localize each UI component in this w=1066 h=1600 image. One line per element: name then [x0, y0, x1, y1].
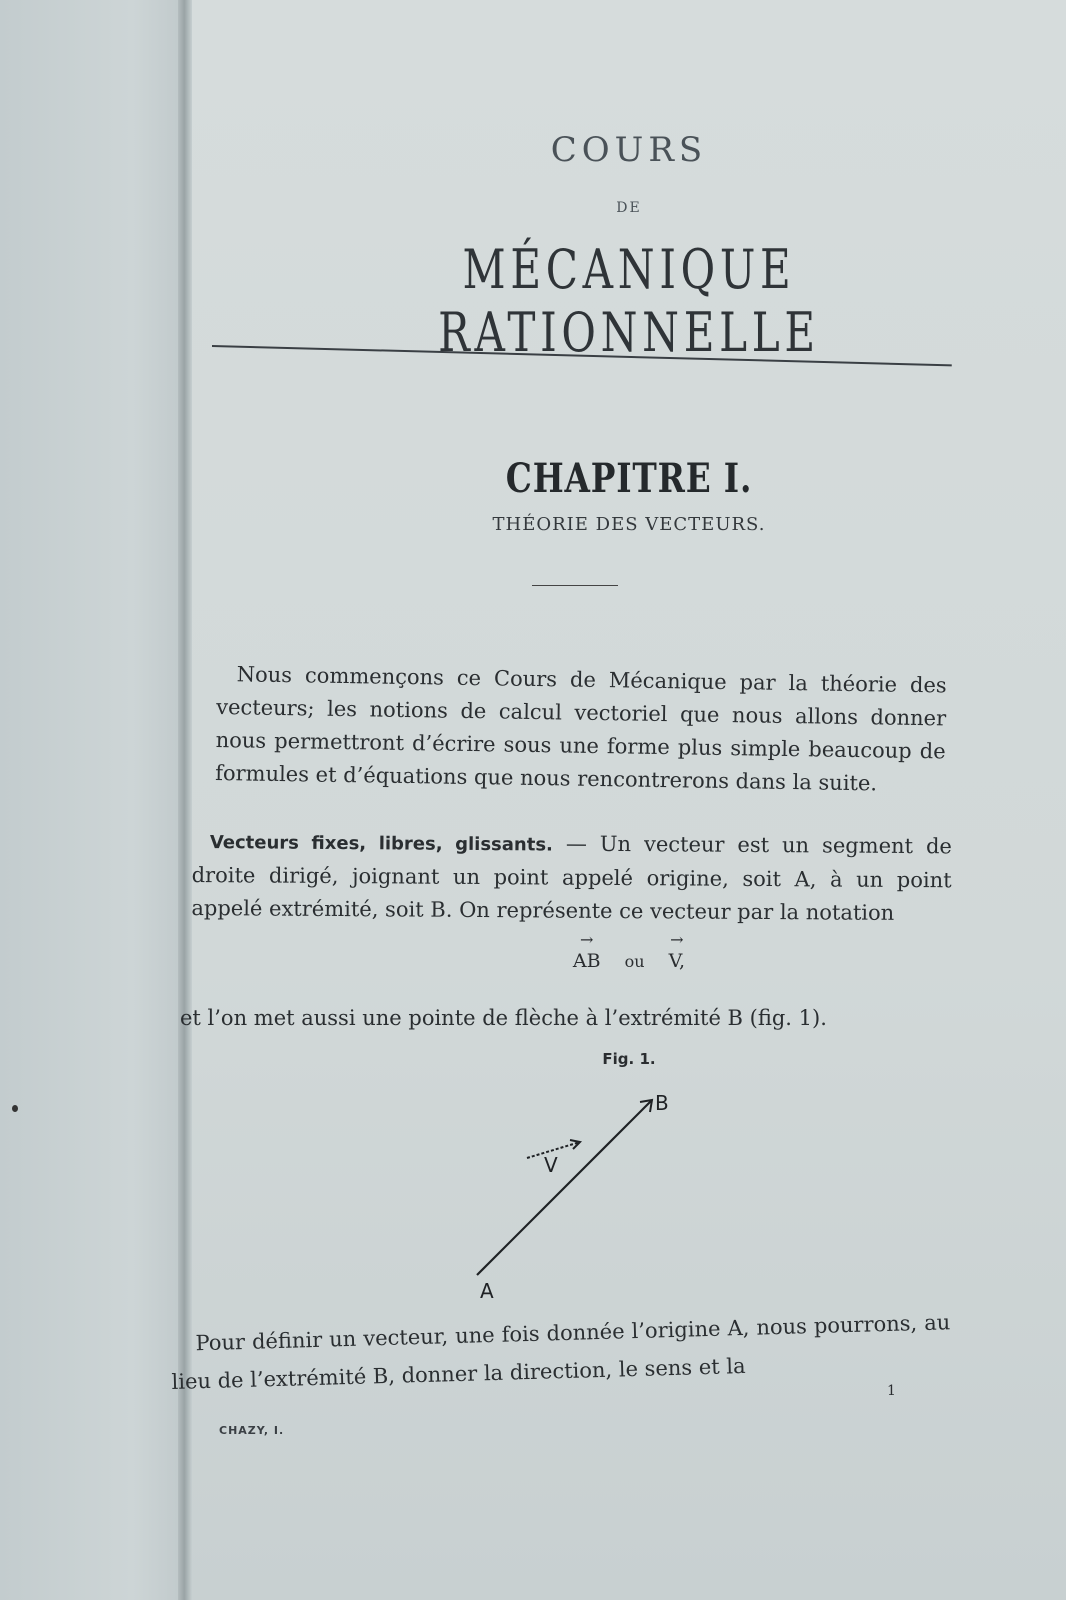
chapter-title: CHAPITRE I.: [505, 455, 753, 502]
right-page: [171, 0, 1066, 1600]
chapter-rule: [532, 585, 618, 586]
page-number: 1: [887, 1383, 896, 1399]
label-b: B: [655, 1091, 669, 1115]
vector-v: → V,: [669, 950, 685, 972]
intro-paragraph: Nous commençons ce Cours de Mécanique par la théorie des vecteurs; les notions de calcul vectoriel que nous allons donner nous permettront d’écrire sous une forme plus simple beaucoup de formules et d’équations que nous rencontrerons dans la suite.: [215, 662, 947, 796]
chapter-subtitle: THÉORIE DES VECTEURS.: [492, 514, 766, 535]
ink-dot: [12, 1105, 18, 1112]
formula-ou: ou: [624, 952, 645, 971]
vector-segment: [477, 1100, 652, 1275]
title-de: DE: [616, 200, 642, 216]
section-text: — Un vecteur est un segment de droite dirigé, joignant un point appelé origine, soit A, à un point appelé extrémité, soit B. On représente ce vecteur par la notation: [191, 831, 952, 925]
label-a: A: [480, 1279, 494, 1303]
section-paragraph: [191, 825, 952, 930]
vector-ab: → AB: [573, 950, 601, 972]
after-formula-paragraph: et l’on met aussi une pointe de flèche à l’extrémité B (fig. 1).: [180, 1006, 827, 1030]
vector-figure: [442, 1080, 702, 1310]
main-title: MÉCANIQUE RATIONNELLE: [438, 238, 820, 364]
last-paragraph: Pour définir un vecteur, une fois donnée l’origine A, nous pourrons, au lieu de l’extrémité B, donner la direction, le sens et la: [171, 1310, 951, 1394]
label-v: V: [544, 1153, 558, 1177]
signature-footer: CHAZY, I.: [219, 1424, 285, 1437]
figure-caption: Fig. 1.: [602, 1050, 656, 1068]
title-cours: COURS: [550, 130, 708, 170]
left-page: [0, 0, 190, 1600]
section-lead: Vecteurs fixes, libres, glissants.: [209, 832, 553, 856]
vector-notation: [192, 950, 1066, 972]
